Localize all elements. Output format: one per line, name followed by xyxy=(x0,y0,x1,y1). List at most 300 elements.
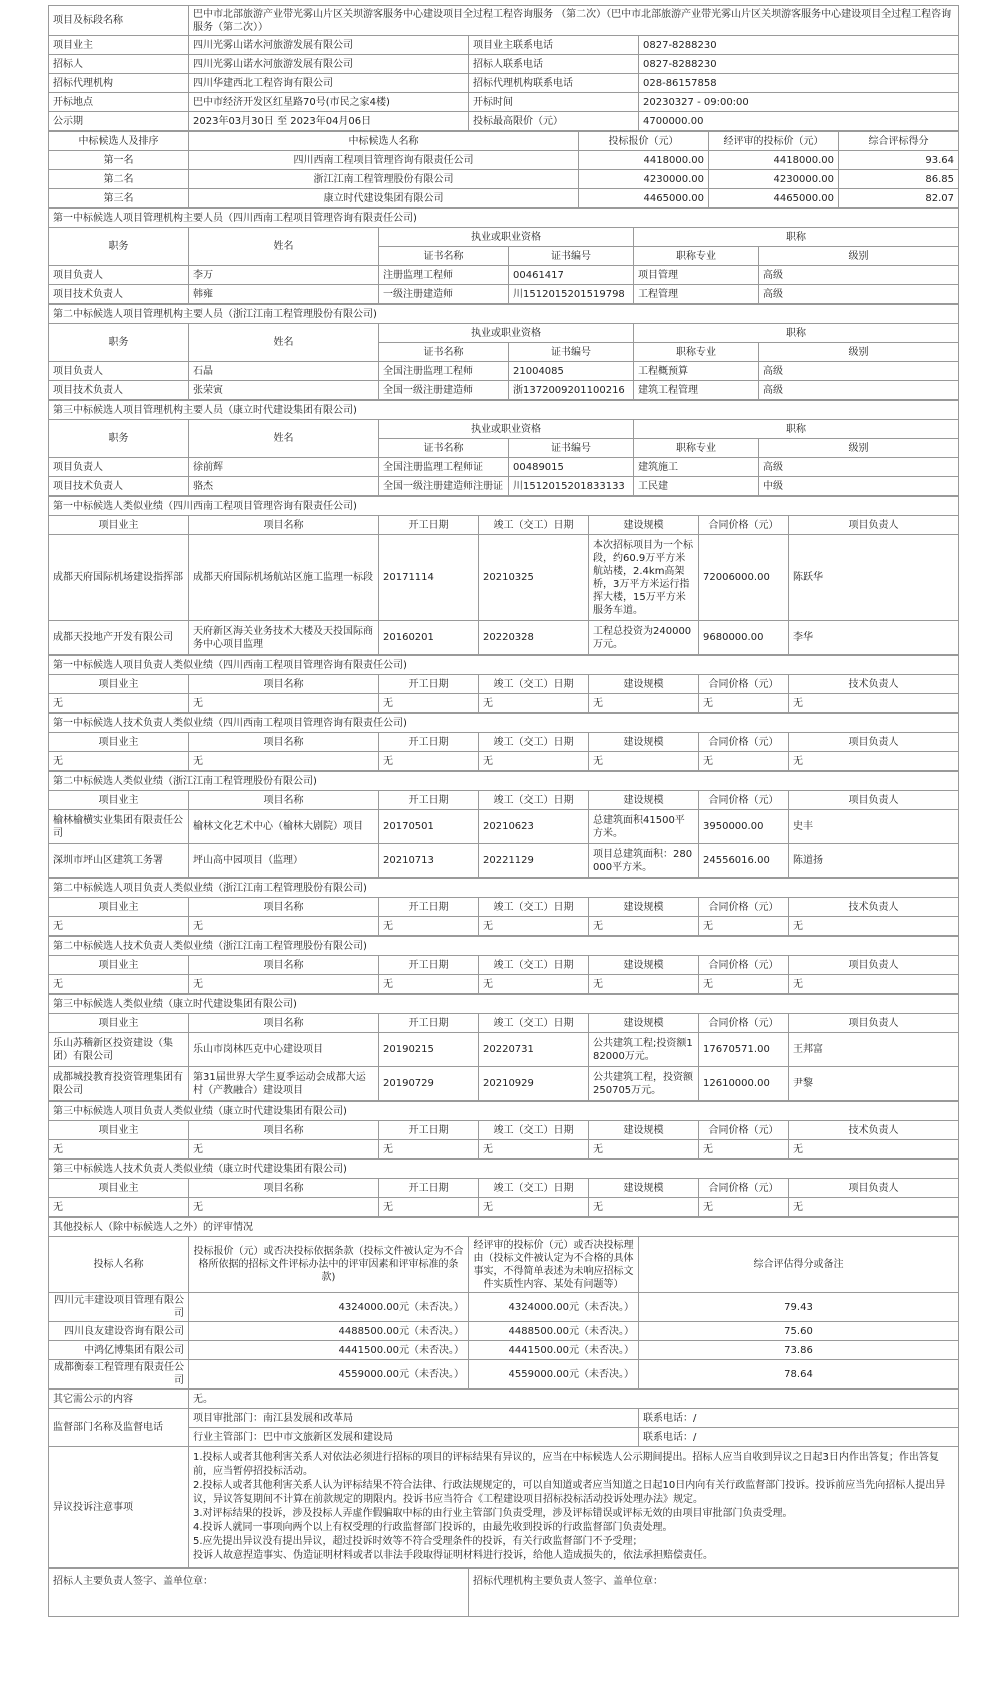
title-level: 中级 xyxy=(759,477,959,496)
person-name: 骆杰 xyxy=(189,477,379,496)
performance-table xyxy=(48,994,959,1101)
approval-phone: 联系电话：/ xyxy=(639,1409,959,1428)
start-date: 20190215 xyxy=(379,1033,479,1067)
performance-header: 合同价格（元） xyxy=(699,791,789,810)
performance-header: 开工日期 xyxy=(379,516,479,535)
level-header: 级别 xyxy=(759,343,959,362)
objection-item: 投诉人故意捏造事实、伪造证明材料或者以非法手段取得证明材料进行投诉，给他人造成损失的，依法承担赔偿责任。 xyxy=(193,1550,713,1561)
responsible-person: 史丰 xyxy=(789,810,959,844)
cert-name: 注册监理工程师 xyxy=(379,266,509,285)
performance-header: 技术负责人 xyxy=(789,675,959,694)
performance-header: 合同价格（元） xyxy=(699,898,789,917)
position: 项目技术负责人 xyxy=(49,381,189,400)
performance-header: 项目负责人 xyxy=(789,516,959,535)
performance-header: 建设规模 xyxy=(589,675,699,694)
project-name: 榆林文化艺术中心（榆林大剧院）项目 xyxy=(189,810,379,844)
cert-no: 浙1372009201100216 xyxy=(509,381,634,400)
bidder-name: 四川良友建设咨询有限公司 xyxy=(49,1322,189,1341)
project-owner: 成都天投地产开发有限公司 xyxy=(49,621,189,655)
title-major: 建筑工程管理 xyxy=(634,381,759,400)
performance-row xyxy=(49,621,959,655)
project-owner: 无 xyxy=(49,1198,189,1217)
responsible-person: 尹黎 xyxy=(789,1067,959,1101)
performance-header: 项目业主 xyxy=(49,1014,189,1033)
performance-header: 竣工（交工）日期 xyxy=(479,733,589,752)
scale: 项目总建筑面积：280000平方米。 xyxy=(589,844,699,878)
performance-table xyxy=(48,1159,959,1217)
score: 78.64 xyxy=(639,1360,959,1389)
completion-date: 无 xyxy=(479,1198,589,1217)
contract-price: 无 xyxy=(699,1198,789,1217)
performance-header: 竣工（交工）日期 xyxy=(479,675,589,694)
score: 73.86 xyxy=(639,1341,959,1360)
scale: 无 xyxy=(589,1140,699,1159)
rank-label: 第二名 xyxy=(49,170,189,189)
start-date: 无 xyxy=(379,752,479,771)
bid-announcement xyxy=(48,5,958,1617)
contract-price: 24556016.00 xyxy=(699,844,789,878)
completion-date: 无 xyxy=(479,917,589,936)
project-owner: 无 xyxy=(49,752,189,771)
performance-table xyxy=(48,496,959,655)
contract-price: 无 xyxy=(699,1140,789,1159)
scale: 无 xyxy=(589,1198,699,1217)
scale: 无 xyxy=(589,975,699,994)
owner-phone-value: 0827-8288230 xyxy=(639,36,959,55)
position-header: 职务 xyxy=(49,420,189,458)
performance-header: 合同价格（元） xyxy=(699,1179,789,1198)
tenderer-value: 四川光雾山诺水河旅游发展有限公司 xyxy=(189,55,469,74)
cert-no: 川1512015201833133 xyxy=(509,477,634,496)
evaluated-price: 4418000.00 xyxy=(709,151,839,170)
agency-phone-label: 招标代理机构联系电话 xyxy=(469,74,639,93)
performance-header: 合同价格（元） xyxy=(699,956,789,975)
performance-header: 建设规模 xyxy=(589,898,699,917)
personnel-table xyxy=(48,208,959,304)
cert-name-header: 证书名称 xyxy=(379,439,509,458)
title-major: 项目管理 xyxy=(634,266,759,285)
completion-date: 无 xyxy=(479,694,589,713)
scale: 无 xyxy=(589,752,699,771)
completion-date: 无 xyxy=(479,1140,589,1159)
performance-header: 项目业主 xyxy=(49,898,189,917)
performance-sections xyxy=(48,496,958,1217)
project-name: 第31届世界大学生夏季运动会成都大运村（产教融合）建设项目 xyxy=(189,1067,379,1101)
contract-price: 9680000.00 xyxy=(699,621,789,655)
personnel-table xyxy=(48,400,959,496)
other-bidder-row xyxy=(49,1293,959,1322)
bidder-name: 中鸿亿博集团有限公司 xyxy=(49,1341,189,1360)
project-name: 无 xyxy=(189,975,379,994)
ranking-rows xyxy=(49,151,959,208)
other-content-value: 无。 xyxy=(189,1390,959,1409)
person-name: 李万 xyxy=(189,266,379,285)
objection-item: 3.对评标结果的投诉，涉及投标人弄虚作假骗取中标的由行业主管部门负责受理，涉及评标错误或评标无效的由项目审批部门负责受理。 xyxy=(193,1508,793,1519)
performance-header: 技术负责人 xyxy=(789,898,959,917)
position-header: 职务 xyxy=(49,324,189,362)
rank-label: 第一名 xyxy=(49,151,189,170)
start-date: 无 xyxy=(379,917,479,936)
contract-price: 17670571.00 xyxy=(699,1033,789,1067)
performance-header: 项目名称 xyxy=(189,898,379,917)
position-header: 职务 xyxy=(49,228,189,266)
performance-section-title: 第三中标候选人技术负责人类似业绩（康立时代建设集团有限公司) xyxy=(49,1160,959,1179)
cert-no-header: 证书编号 xyxy=(509,343,634,362)
contract-price: 无 xyxy=(699,975,789,994)
level-header: 级别 xyxy=(759,439,959,458)
performance-table xyxy=(48,771,959,878)
project-name: 无 xyxy=(189,694,379,713)
personnel-row xyxy=(49,477,959,496)
personnel-row xyxy=(49,285,959,304)
title-major: 工程概预算 xyxy=(634,362,759,381)
performance-header: 项目业主 xyxy=(49,1179,189,1198)
cert-no: 00489015 xyxy=(509,458,634,477)
completion-date: 无 xyxy=(479,975,589,994)
others-title: 其他投标人（除中标候选人之外）的评审情况 xyxy=(49,1218,959,1237)
performance-header: 开工日期 xyxy=(379,898,479,917)
title-major: 工程管理 xyxy=(634,285,759,304)
objection-item: 5.应先提出异议没有提出异议，超过投诉时效等不符合受理条件的投诉，有关行政监督部门不予受理； xyxy=(193,1536,643,1547)
performance-row xyxy=(49,1198,959,1217)
ranking-header: 综合评标得分 xyxy=(839,132,959,151)
title-major: 工民建 xyxy=(634,477,759,496)
project-owner: 成都天府国际机场建设指挥部 xyxy=(49,535,189,621)
responsible-person: 李华 xyxy=(789,621,959,655)
performance-header: 建设规模 xyxy=(589,1179,699,1198)
project-name: 无 xyxy=(189,1140,379,1159)
contract-price: 无 xyxy=(699,752,789,771)
owner-label: 项目业主 xyxy=(49,36,189,55)
performance-header: 建设规模 xyxy=(589,1121,699,1140)
qualification-header: 执业或职业资格 xyxy=(379,228,634,247)
contract-price: 72006000.00 xyxy=(699,535,789,621)
completion-date: 无 xyxy=(479,752,589,771)
contract-price: 无 xyxy=(699,694,789,713)
ranking-header: 投标报价（元） xyxy=(579,132,709,151)
project-name-label: 项目及标段名称 xyxy=(49,6,189,36)
start-date: 20160201 xyxy=(379,621,479,655)
level-header: 级别 xyxy=(759,247,959,266)
title-level: 高级 xyxy=(759,266,959,285)
performance-header: 建设规模 xyxy=(589,791,699,810)
cert-no-header: 证书编号 xyxy=(509,439,634,458)
bid-price: 4488500.00元（未否决。） xyxy=(189,1322,469,1341)
bid-price: 4559000.00元（未否决。） xyxy=(189,1360,469,1389)
evaluated-price: 4559000.00元（未否决。） xyxy=(469,1360,639,1389)
performance-header: 开工日期 xyxy=(379,1014,479,1033)
objection-item: 4.投诉人就同一事项向两个以上有权受理的行政监督部门投诉的，由最先收到投诉的行政监督部门负责处理。 xyxy=(193,1522,673,1533)
responsible-person: 王邦富 xyxy=(789,1033,959,1067)
project-owner: 榆林榆横实业集团有限责任公司 xyxy=(49,810,189,844)
position: 项目负责人 xyxy=(49,458,189,477)
evaluated-price: 4441500.00元（未否决。） xyxy=(469,1341,639,1360)
performance-header: 项目业主 xyxy=(49,516,189,535)
performance-header: 合同价格（元） xyxy=(699,1121,789,1140)
evaluated-price: 4465000.00 xyxy=(709,189,839,208)
score: 82.07 xyxy=(839,189,959,208)
performance-header: 竣工（交工）日期 xyxy=(479,791,589,810)
person-name: 韩雍 xyxy=(189,285,379,304)
position: 项目技术负责人 xyxy=(49,477,189,496)
candidate-name: 四川西南工程项目管理咨询有限责任公司 xyxy=(189,151,579,170)
qualification-header: 执业或职业资格 xyxy=(379,324,634,343)
scale: 无 xyxy=(589,917,699,936)
contract-price: 无 xyxy=(699,917,789,936)
ranking-row xyxy=(49,189,959,208)
personnel-row xyxy=(49,362,959,381)
project-owner: 无 xyxy=(49,975,189,994)
performance-header: 合同价格（元） xyxy=(699,733,789,752)
others-header: 投标报价（元）或否决投标依据条款（投标文件被认定为不合格所依据的招标文件评标办法中的评审因素和评审标准的条款) xyxy=(189,1237,469,1293)
start-date: 无 xyxy=(379,694,479,713)
major-header: 职称专业 xyxy=(634,247,759,266)
title-major: 建筑施工 xyxy=(634,458,759,477)
person-name: 石晶 xyxy=(189,362,379,381)
owner-value: 四川光雾山诺水河旅游发展有限公司 xyxy=(189,36,469,55)
ranking-header: 中标候选人及排序 xyxy=(49,132,189,151)
performance-section-title: 第一中标候选人类似业绩（四川西南工程项目管理咨询有限责任公司) xyxy=(49,497,959,516)
rank-label: 第三名 xyxy=(49,189,189,208)
open-time-value: 20230327 - 09:00:00 xyxy=(639,93,959,112)
scale: 总建筑面积41500平方米。 xyxy=(589,810,699,844)
title-header: 职称 xyxy=(634,228,959,247)
tenderer-signature: 招标人主要负责人签字、盖单位章： xyxy=(49,1569,469,1617)
cert-name-header: 证书名称 xyxy=(379,343,509,362)
project-owner: 无 xyxy=(49,1140,189,1159)
others-header: 投标人名称 xyxy=(49,1237,189,1293)
personnel-section-title: 第三中标候选人项目管理机构主要人员（康立时代建设集团有限公司) xyxy=(49,401,959,420)
performance-table xyxy=(48,936,959,994)
open-time-label: 开标时间 xyxy=(469,93,639,112)
performance-header: 竣工（交工）日期 xyxy=(479,898,589,917)
footer-table xyxy=(48,1389,959,1568)
person-name: 徐前辉 xyxy=(189,458,379,477)
performance-section-title: 第一中标候选人技术负责人类似业绩（四川西南工程项目管理咨询有限责任公司) xyxy=(49,714,959,733)
cert-no: 21004085 xyxy=(509,362,634,381)
title-level: 高级 xyxy=(759,458,959,477)
bid-price: 4324000.00元（未否决。） xyxy=(189,1293,469,1322)
ranking-row xyxy=(49,151,959,170)
performance-section-title: 第一中标候选人项目负责人类似业绩（四川西南工程项目管理咨询有限责任公司) xyxy=(49,656,959,675)
performance-header: 建设规模 xyxy=(589,516,699,535)
evaluated-price: 4230000.00 xyxy=(709,170,839,189)
performance-header: 项目业主 xyxy=(49,733,189,752)
cert-name: 全国一级注册建造师注册证 xyxy=(379,477,509,496)
cert-name: 全国注册监理工程师证 xyxy=(379,458,509,477)
project-name: 无 xyxy=(189,752,379,771)
performance-header: 开工日期 xyxy=(379,1121,479,1140)
scale: 无 xyxy=(589,694,699,713)
score: 93.64 xyxy=(839,151,959,170)
tenderer-label: 招标人 xyxy=(49,55,189,74)
performance-table xyxy=(48,878,959,936)
start-date: 20190729 xyxy=(379,1067,479,1101)
performance-section-title: 第二中标候选人技术负责人类似业绩（浙江江南工程管理股份有限公司) xyxy=(49,937,959,956)
bid-price: 4418000.00 xyxy=(579,151,709,170)
responsible-person: 无 xyxy=(789,752,959,771)
performance-table xyxy=(48,655,959,713)
completion-date: 20220731 xyxy=(479,1033,589,1067)
agency-signature: 招标代理机构主要负责人签字、盖单位章： xyxy=(469,1569,959,1617)
ranking-header: 中标候选人名称 xyxy=(189,132,579,151)
performance-header: 项目名称 xyxy=(189,733,379,752)
position: 项目负责人 xyxy=(49,266,189,285)
performance-row xyxy=(49,694,959,713)
max-price-value: 4700000.00 xyxy=(639,112,959,131)
scale: 工程总投资为240000万元。 xyxy=(589,621,699,655)
performance-header: 合同价格（元） xyxy=(699,675,789,694)
performance-row xyxy=(49,917,959,936)
scale: 公共建筑工程，投资额250705万元。 xyxy=(589,1067,699,1101)
project-owner: 无 xyxy=(49,694,189,713)
project-name: 坪山高中园项目（监理） xyxy=(189,844,379,878)
performance-row xyxy=(49,1140,959,1159)
contract-price: 3950000.00 xyxy=(699,810,789,844)
performance-header: 项目业主 xyxy=(49,791,189,810)
performance-header: 项目名称 xyxy=(189,1179,379,1198)
start-date: 无 xyxy=(379,975,479,994)
period-value: 2023年03月30日 至 2023年04月06日 xyxy=(189,112,469,131)
bidder-name: 成都衡泰工程管理有限责任公司 xyxy=(49,1360,189,1389)
completion-date: 20221129 xyxy=(479,844,589,878)
scale: 本次招标项目为一个标段，约60.9万平方米航站楼，2.4km高架桥，3万平方米运行指挥大楼，15万平方米服务车道。 xyxy=(589,535,699,621)
performance-header: 竣工（交工）日期 xyxy=(479,1179,589,1198)
agency-value: 四川华建西北工程咨询有限公司 xyxy=(189,74,469,93)
performance-section-title: 第三中标候选人项目负责人类似业绩（康立时代建设集团有限公司) xyxy=(49,1102,959,1121)
performance-header: 竣工（交工）日期 xyxy=(479,1121,589,1140)
title-header: 职称 xyxy=(634,324,959,343)
performance-row xyxy=(49,1033,959,1067)
tenderer-phone-value: 0827-8288230 xyxy=(639,55,959,74)
bid-price: 4441500.00元（未否决。） xyxy=(189,1341,469,1360)
position: 项目负责人 xyxy=(49,362,189,381)
project-name: 成都天府国际机场航站区施工监理一标段 xyxy=(189,535,379,621)
performance-table xyxy=(48,713,959,771)
cert-name-header: 证书名称 xyxy=(379,247,509,266)
tenderer-phone-label: 招标人联系电话 xyxy=(469,55,639,74)
title-header: 职称 xyxy=(634,420,959,439)
supervision-label: 监督部门名称及监督电话 xyxy=(49,1409,189,1447)
others-header: 经评审的投标价（元）或否决投标理由（投标文件被认定为不合格的具体事实，不得简单表述为未响应招标文件实质性内容、某处有问题等） xyxy=(469,1237,639,1293)
performance-section-title: 第二中标候选人类似业绩（浙江江南工程管理股份有限公司) xyxy=(49,772,959,791)
responsible-person: 无 xyxy=(789,694,959,713)
performance-row xyxy=(49,1067,959,1101)
performance-header: 竣工（交工）日期 xyxy=(479,516,589,535)
project-name: 巴中市北部旅游产业带光雾山片区关坝游客服务中心建设项目全过程工程咨询服务 （第二次）（巴中市北部旅游产业带光雾山片区关坝游客服务中心建设项目全过程工程咨询服务（第二次）） xyxy=(189,6,959,36)
score: 86.85 xyxy=(839,170,959,189)
name-header: 姓名 xyxy=(189,420,379,458)
start-date: 20210713 xyxy=(379,844,479,878)
cert-name: 全国一级注册建造师 xyxy=(379,381,509,400)
performance-header: 建设规模 xyxy=(589,1014,699,1033)
owner-phone-label: 项目业主联系电话 xyxy=(469,36,639,55)
project-name: 天府新区海关业务技术大楼及天投国际商务中心项目监理 xyxy=(189,621,379,655)
start-date: 无 xyxy=(379,1198,479,1217)
qualification-header: 执业或职业资格 xyxy=(379,420,634,439)
other-content-label: 其它需公示的内容 xyxy=(49,1390,189,1409)
performance-header: 开工日期 xyxy=(379,1179,479,1198)
personnel-row xyxy=(49,266,959,285)
ranking-table xyxy=(48,131,959,208)
title-level: 高级 xyxy=(759,362,959,381)
performance-header: 项目业主 xyxy=(49,675,189,694)
project-owner: 深圳市坪山区建筑工务署 xyxy=(49,844,189,878)
approval-dept: 项目审批部门：南江县发展和改革局 xyxy=(189,1409,639,1428)
major-header: 职称专业 xyxy=(634,343,759,362)
performance-header: 开工日期 xyxy=(379,675,479,694)
project-owner: 无 xyxy=(49,917,189,936)
project-name: 无 xyxy=(189,1198,379,1217)
performance-header: 合同价格（元） xyxy=(699,1014,789,1033)
performance-row xyxy=(49,975,959,994)
project-info-table xyxy=(48,5,959,131)
performance-header: 竣工（交工）日期 xyxy=(479,956,589,975)
personnel-table xyxy=(48,304,959,400)
major-header: 职称专业 xyxy=(634,439,759,458)
responsible-person: 陈道扬 xyxy=(789,844,959,878)
objection-item: 1.投标人或者其他利害关系人对依法必须进行招标的项目的评标结果有异议的，应当在中标候选人公示期间提出。招标人应当自收到异议之日起3日内作出答复；作出答复前，应当暂停招投标活动。 xyxy=(193,1452,939,1477)
others-rows xyxy=(49,1293,959,1389)
performance-header: 建设规模 xyxy=(589,956,699,975)
project-name: 无 xyxy=(189,917,379,936)
performance-table xyxy=(48,1101,959,1159)
location-value: 巴中市经济开发区红星路70号(市民之家4楼) xyxy=(189,93,469,112)
other-bidder-row xyxy=(49,1322,959,1341)
responsible-person: 无 xyxy=(789,1198,959,1217)
personnel-row xyxy=(49,381,959,400)
responsible-person: 陈跃华 xyxy=(789,535,959,621)
cert-no: 川1512015201519798 xyxy=(509,285,634,304)
name-header: 姓名 xyxy=(189,324,379,362)
start-date: 20170501 xyxy=(379,810,479,844)
position: 项目技术负责人 xyxy=(49,285,189,304)
max-price-label: 投标最高限价（元） xyxy=(469,112,639,131)
performance-header: 项目名称 xyxy=(189,1014,379,1033)
personnel-sections xyxy=(48,208,958,496)
responsible-person: 无 xyxy=(789,917,959,936)
name-header: 姓名 xyxy=(189,228,379,266)
agency-label: 招标代理机构 xyxy=(49,74,189,93)
score: 75.60 xyxy=(639,1322,959,1341)
performance-row xyxy=(49,535,959,621)
performance-header: 项目业主 xyxy=(49,956,189,975)
others-header: 综合评估得分或备注 xyxy=(639,1237,959,1293)
performance-row xyxy=(49,844,959,878)
bidder-name: 四川元丰建设项目管理有限公司 xyxy=(49,1293,189,1322)
performance-header: 项目名称 xyxy=(189,675,379,694)
agency-phone-value: 028-86157858 xyxy=(639,74,959,93)
evaluated-price: 4324000.00元（未否决。） xyxy=(469,1293,639,1322)
evaluated-price: 4488500.00元（未否决。） xyxy=(469,1322,639,1341)
person-name: 张荣寅 xyxy=(189,381,379,400)
other-bidder-row xyxy=(49,1341,959,1360)
title-level: 高级 xyxy=(759,381,959,400)
completion-date: 20210325 xyxy=(479,535,589,621)
ranking-header: 经评审的投标价（元） xyxy=(709,132,839,151)
performance-header: 技术负责人 xyxy=(789,1121,959,1140)
responsible-person: 无 xyxy=(789,975,959,994)
responsible-person: 无 xyxy=(789,1140,959,1159)
performance-section-title: 第二中标候选人项目负责人类似业绩（浙江江南工程管理股份有限公司) xyxy=(49,879,959,898)
cert-no-header: 证书编号 xyxy=(509,247,634,266)
performance-header: 开工日期 xyxy=(379,791,479,810)
performance-header: 开工日期 xyxy=(379,733,479,752)
performance-header: 项目名称 xyxy=(189,516,379,535)
performance-section-title: 第三中标候选人类似业绩（康立时代建设集团有限公司) xyxy=(49,995,959,1014)
performance-header: 项目负责人 xyxy=(789,1014,959,1033)
cert-name: 一级注册建造师 xyxy=(379,285,509,304)
